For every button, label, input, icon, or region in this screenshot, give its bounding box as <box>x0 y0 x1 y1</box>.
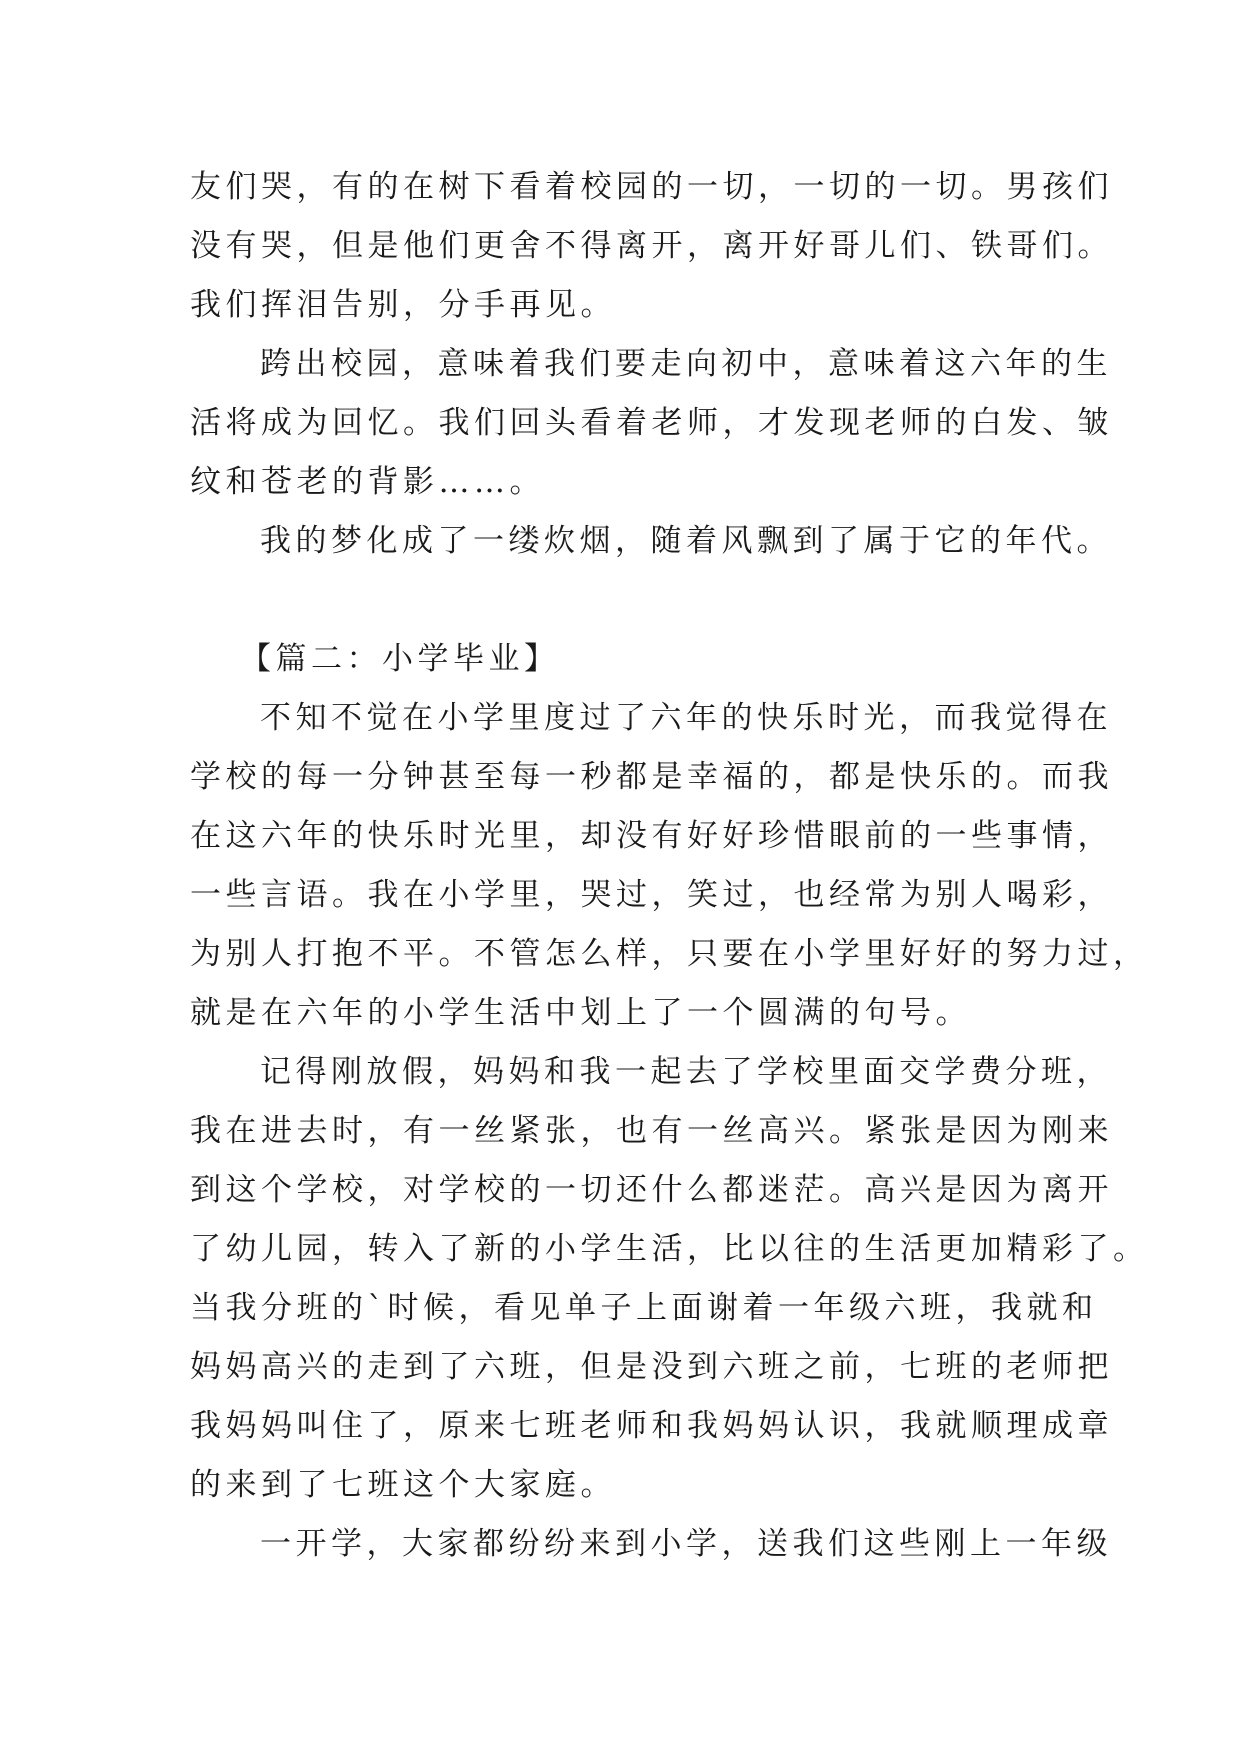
paragraph-line: 一些言语。我在小学里，哭过，笑过，也经常为别人喝彩， <box>190 877 1113 913</box>
paragraph-line: 妈妈高兴的走到了六班，但是没到六班之前，七班的老师把 <box>190 1349 1113 1385</box>
paragraph-line: 的来到了七班这个大家庭。 <box>190 1467 616 1503</box>
paragraph-line: 我的梦化成了一缕炊烟，随着风飘到了属于它的年代。 <box>260 523 1112 559</box>
document-body <box>190 158 1149 1574</box>
paragraph-line: 一开学，大家都纷纷来到小学，送我们这些刚上一年级 <box>260 1526 1112 1562</box>
paragraph-line: 我在进去时，有一丝紧张，也有一丝高兴。紧张是因为刚来 <box>190 1113 1113 1149</box>
paragraph-line: 活将成为回忆。我们回头看着老师，才发现老师的白发、皱 <box>190 405 1113 441</box>
paragraph-line: 学校的每一分钟甚至每一秒都是幸福的，都是快乐的。而我 <box>190 759 1113 795</box>
paragraph-line: 我们挥泪告别，分手再见。 <box>190 287 616 323</box>
paragraph-line: 当我分班的`时候，看见单子上面谢着一年级六班，我就和 <box>190 1290 1098 1326</box>
paragraph-line: 跨出校园，意味着我们要走向初中，意味着这六年的生 <box>260 346 1112 382</box>
paragraph-line: 了幼儿园，转入了新的小学生活，比以往的生活更加精彩了。 <box>190 1231 1149 1267</box>
section-gap <box>190 571 1070 630</box>
paragraph-line: 在这六年的快乐时光里，却没有好好珍惜眼前的一些事情， <box>190 818 1113 854</box>
paragraph-line: 到这个学校，对学校的一切还什么都迷茫。高兴是因为离开 <box>190 1172 1113 1208</box>
paragraph-line: 没有哭，但是他们更舍不得离开，离开好哥儿们、铁哥们。 <box>190 228 1113 264</box>
paragraph-line: 纹和苍老的背影……。 <box>190 464 545 500</box>
paragraph-line: 记得刚放假，妈妈和我一起去了学校里面交学费分班， <box>260 1054 1112 1090</box>
paragraph-line: 友们哭，有的在树下看着校园的一切，一切的一切。男孩们 <box>190 169 1113 205</box>
section-heading: 【篇二：小学毕业】 <box>240 641 560 677</box>
paragraph-line: 不知不觉在小学里度过了六年的快乐时光，而我觉得在 <box>260 700 1112 736</box>
paragraph-line: 为别人打抱不平。不管怎么样，只要在小学里好好的努力过， <box>190 936 1149 972</box>
paragraph-line: 我妈妈叫住了，原来七班老师和我妈妈认识，我就顺理成章 <box>190 1408 1113 1444</box>
paragraph-line: 就是在六年的小学生活中划上了一个圆满的句号。 <box>190 995 971 1031</box>
